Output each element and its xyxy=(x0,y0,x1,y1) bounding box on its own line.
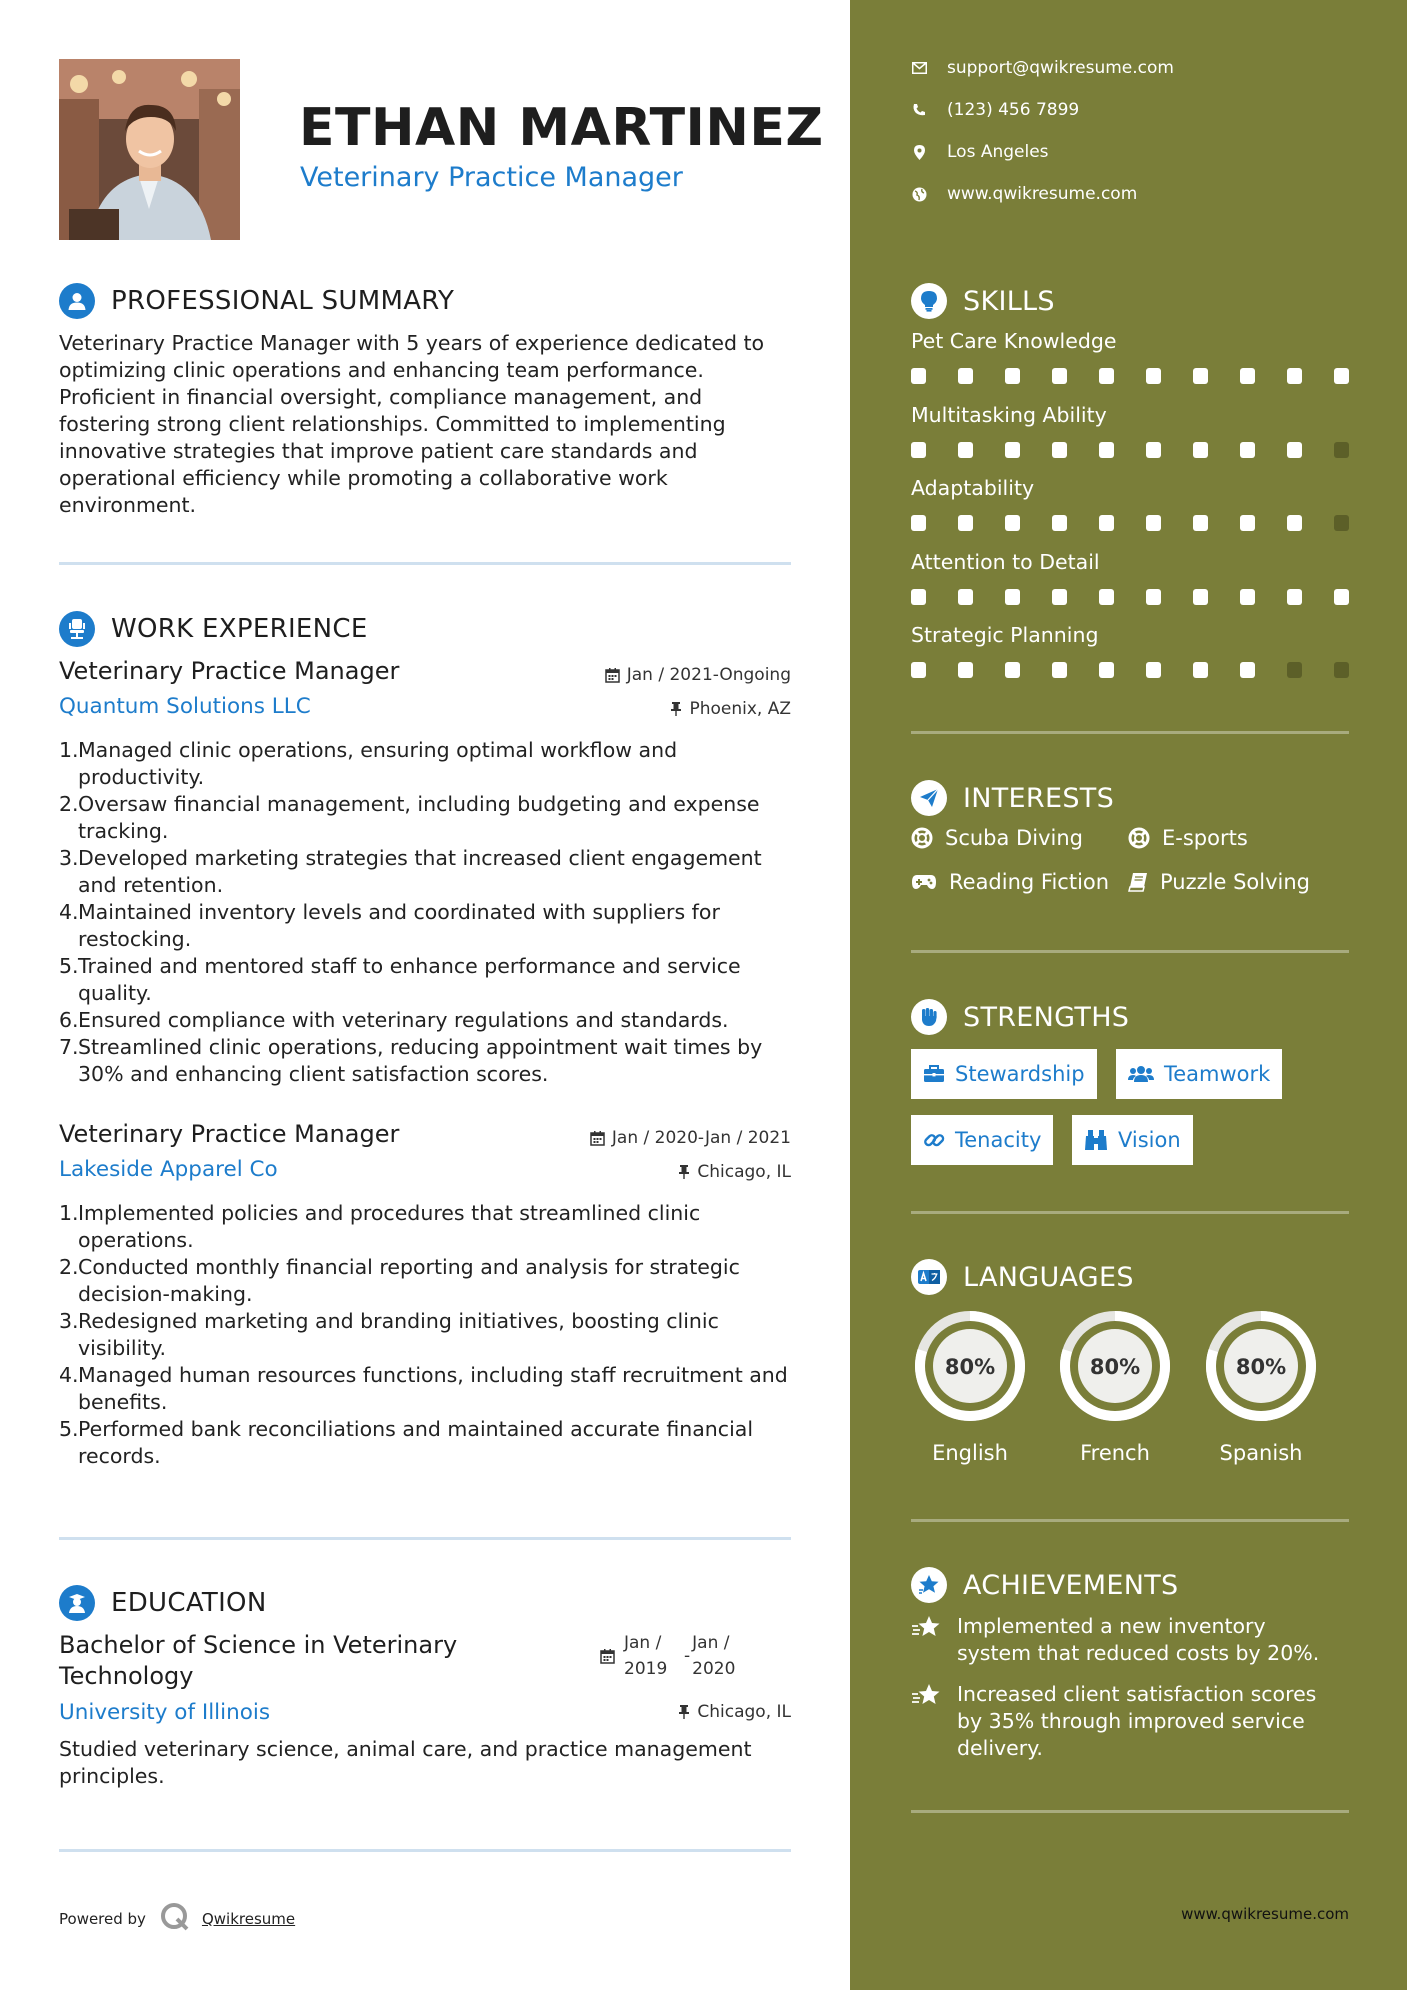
job-location-text: Chicago, IL xyxy=(697,1162,791,1182)
job-company: Lakeside Apparel Co xyxy=(59,1157,278,1182)
briefcase-icon xyxy=(923,1065,945,1083)
skills-title: SKILLS xyxy=(963,285,1055,317)
list-item: 5. Performed bank reconciliations and maintained accurate financial records. xyxy=(59,1417,754,1468)
end-date-line: Jan / xyxy=(692,1633,730,1653)
powered-by xyxy=(59,1902,295,1936)
skill-rating xyxy=(911,515,1349,531)
lightbulb-icon xyxy=(911,283,947,319)
contact-location-text: Los Angeles xyxy=(947,142,1049,162)
skill-rating xyxy=(911,368,1349,384)
rating-dot-filled xyxy=(1240,515,1255,531)
list-item: 3. Redesigned marketing and branding initiatives, boosting clinic visibility. xyxy=(59,1309,719,1360)
rating-dot-filled xyxy=(1240,589,1255,605)
interest-item xyxy=(911,826,1083,850)
start-date-line: Jan / xyxy=(624,1633,662,1653)
rating-dot-filled xyxy=(1146,589,1161,605)
graduate-icon xyxy=(59,1585,95,1621)
rating-dot-empty xyxy=(1334,442,1349,458)
rating-dot-filled xyxy=(1099,589,1114,605)
skill-rating xyxy=(911,662,1349,678)
star-icon xyxy=(911,1613,941,1667)
language-gauges xyxy=(906,1304,1326,1434)
strength-label: Stewardship xyxy=(955,1062,1085,1086)
pin-icon xyxy=(670,701,682,717)
pin-icon xyxy=(678,1704,690,1720)
experience-title: WORK EXPERIENCE xyxy=(111,614,368,644)
strength-chip xyxy=(1072,1115,1193,1165)
rating-dot-filled xyxy=(1334,589,1349,605)
rating-dot-filled xyxy=(958,662,973,678)
paper-plane-icon xyxy=(911,780,947,816)
job-location xyxy=(678,1162,791,1182)
interest-label: Scuba Diving xyxy=(945,826,1083,850)
interest-item xyxy=(1128,870,1310,894)
language-name: Spanish xyxy=(1219,1441,1303,1465)
skill-name: Attention to Detail xyxy=(911,549,1100,574)
rating-dot-filled xyxy=(1240,442,1255,458)
list-item: 3. Developed marketing strategies that increased client engagement and retention. xyxy=(59,846,762,897)
rating-dot-filled xyxy=(911,662,926,678)
user-icon xyxy=(59,283,95,319)
rating-dot-filled xyxy=(1146,662,1161,678)
language-percent: 80% xyxy=(944,1355,996,1379)
rating-dot-filled xyxy=(1146,515,1161,531)
rating-dot-filled xyxy=(1240,368,1255,384)
strength-chip xyxy=(911,1049,1097,1099)
achievements-title: ACHIEVEMENTS xyxy=(963,1569,1179,1601)
chair-icon xyxy=(59,611,95,647)
skill-name: Strategic Planning xyxy=(911,623,1099,647)
achievement-text: Implemented a new inventory system that reduced costs by 20%. xyxy=(957,1614,1320,1665)
strengths-title: STRENGTHS xyxy=(963,1001,1130,1033)
job-dates-text: Jan / 2021-Ongoing xyxy=(626,665,791,685)
rating-dot-filled xyxy=(1005,589,1020,605)
job-dates xyxy=(590,1128,791,1148)
job-location xyxy=(670,699,791,719)
link-icon xyxy=(923,1129,945,1151)
job-dates-text: Jan / 2020-Jan / 2021 xyxy=(611,1128,791,1148)
list-item: 4. Maintained inventory levels and coordinated with suppliers for restocking. xyxy=(59,900,720,951)
envelope-icon xyxy=(911,62,927,74)
gamepad-icon xyxy=(911,873,937,891)
rating-dot-filled xyxy=(1099,442,1114,458)
section-divider xyxy=(911,1810,1349,1813)
lifebuoy-icon xyxy=(911,827,933,849)
job-bullets xyxy=(59,737,794,1088)
rating-dot-filled xyxy=(1052,662,1067,678)
contact-email-text: support@qwikresume.com xyxy=(947,58,1174,78)
language-percent: 80% xyxy=(1089,1355,1141,1379)
summary-title: PROFESSIONAL SUMMARY xyxy=(111,286,455,316)
star-badge-icon xyxy=(911,1567,947,1603)
skill-name: Pet Care Knowledge xyxy=(911,329,1117,353)
list-item: 2. Oversaw financial management, including budgeting and expense tracking. xyxy=(59,792,760,843)
strength-label: Teamwork xyxy=(1164,1062,1271,1086)
date-dash: - xyxy=(684,1646,691,1666)
qwikresume-logo-icon xyxy=(160,1902,190,1936)
achievement-item xyxy=(911,1681,1341,1762)
rating-dot-filled xyxy=(1193,442,1208,458)
skill-rating xyxy=(911,589,1349,605)
interest-label: E-sports xyxy=(1162,826,1248,850)
language-gauge xyxy=(1206,1311,1316,1421)
job-title: Veterinary Practice Manager xyxy=(59,657,400,685)
rating-dot-empty xyxy=(1334,515,1349,531)
rating-dot-filled xyxy=(1099,368,1114,384)
rating-dot-filled xyxy=(1005,662,1020,678)
phone-icon xyxy=(911,103,927,117)
list-item: 5. Trained and mentored staff to enhance performance and service quality. xyxy=(59,954,741,1005)
strength-chip xyxy=(1116,1049,1282,1099)
contact-email[interactable] xyxy=(911,58,1174,78)
rating-dot-filled xyxy=(1099,662,1114,678)
rating-dot-filled xyxy=(1146,442,1161,458)
rating-dot-filled xyxy=(1146,368,1161,384)
users-icon xyxy=(1128,1065,1154,1083)
degree-line: Bachelor of Science in Veterinary xyxy=(59,1631,458,1659)
list-item: 1. Implemented policies and procedures that streamlined clinic operations. xyxy=(59,1201,701,1252)
end-date-line: 2020 xyxy=(692,1659,736,1679)
contact-phone[interactable] xyxy=(911,100,1079,120)
rating-dot-filled xyxy=(1052,368,1067,384)
skill-name: Multitasking Ability xyxy=(911,402,1107,427)
powered-by-label: Powered by xyxy=(59,1910,146,1928)
list-item: 2. Conducted monthly financial reporting and analysis for strategic decision-making. xyxy=(59,1255,740,1306)
rating-dot-filled xyxy=(911,589,926,605)
list-item: 7. Streamlined clinic operations, reducing appointment wait times by 30% and enhancing client satisfaction scores. xyxy=(59,1035,763,1086)
section-divider xyxy=(911,1211,1349,1214)
interests-heading xyxy=(911,780,1114,816)
pin-icon xyxy=(678,1164,690,1180)
interests-title: INTERESTS xyxy=(963,782,1115,814)
summary-heading xyxy=(59,283,454,319)
calendar-icon xyxy=(605,667,620,683)
rating-dot-filled xyxy=(1193,515,1208,531)
fist-icon xyxy=(911,999,947,1035)
contact-phone-text: (123) 456 7899 xyxy=(947,100,1080,120)
skill-rating xyxy=(911,442,1349,458)
rating-dot-filled xyxy=(958,442,973,458)
globe-icon xyxy=(911,187,927,202)
qwikresume-link[interactable]: Qwikresume xyxy=(201,1910,296,1928)
rating-dot-empty xyxy=(1287,662,1302,678)
language-percent: 80% xyxy=(1235,1355,1287,1379)
candidate-name: ETHAN MARTINEZ xyxy=(299,98,824,158)
rating-dot-filled xyxy=(1099,515,1114,531)
book-icon xyxy=(1128,872,1148,892)
achievement-item xyxy=(911,1613,1341,1667)
profile-photo xyxy=(59,59,240,240)
rating-dot-filled xyxy=(1052,589,1067,605)
rating-dot-empty xyxy=(1334,662,1349,678)
section-divider xyxy=(59,1849,791,1852)
languages-title: LANGUAGES xyxy=(963,1261,1134,1293)
job-dates xyxy=(605,665,791,685)
rating-dot-filled xyxy=(911,368,926,384)
strengths-heading xyxy=(911,999,1129,1035)
contact-location xyxy=(911,142,1049,162)
rating-dot-filled xyxy=(1287,442,1302,458)
rating-dot-filled xyxy=(1005,442,1020,458)
translate-icon xyxy=(911,1259,947,1295)
interest-label: Puzzle Solving xyxy=(1160,870,1310,894)
list-item: 1. Managed clinic operations, ensuring optimal workflow and productivity. xyxy=(59,738,678,789)
strength-chip xyxy=(911,1115,1053,1165)
strength-label: Vision xyxy=(1118,1128,1181,1152)
calendar-icon xyxy=(600,1648,615,1664)
language-gauge xyxy=(915,1311,1025,1421)
section-divider xyxy=(59,1537,791,1540)
rating-dot-filled xyxy=(1193,368,1208,384)
job-bullets xyxy=(59,1200,794,1470)
contact-website-text: www.qwikresume.com xyxy=(947,184,1138,204)
star-icon xyxy=(911,1681,941,1762)
rating-dot-filled xyxy=(911,515,926,531)
rating-dot-filled xyxy=(1052,515,1067,531)
list-item: 4. Managed human resources functions, including staff recruitment and benefits. xyxy=(59,1363,788,1414)
list-item: 6. Ensured compliance with veterinary regulations and standards. xyxy=(59,1008,729,1032)
degree-title xyxy=(59,1630,457,1692)
rating-dot-filled xyxy=(1287,515,1302,531)
rating-dot-filled xyxy=(1052,442,1067,458)
section-divider xyxy=(911,731,1349,734)
candidate-role: Veterinary Practice Manager xyxy=(300,162,683,193)
job-company: Quantum Solutions LLC xyxy=(59,694,311,719)
education-heading xyxy=(59,1585,267,1621)
summary-text: Veterinary Practice Manager with 5 years of experience dedicated to optimizing clinic operations and enhancing team performance. Proficient in financial oversight, compliance management, and fostering strong client relationships. Committed to implementing innovative strategies that improve patient care standards and operational efficiency while promoting a collaborative work environment. xyxy=(59,331,765,517)
degree-line: Technology xyxy=(59,1662,194,1690)
rating-dot-filled xyxy=(1287,368,1302,384)
rating-dot-filled xyxy=(958,589,973,605)
contact-website[interactable] xyxy=(911,184,1137,204)
job-title: Veterinary Practice Manager xyxy=(59,1120,400,1148)
rating-dot-filled xyxy=(911,442,926,458)
rating-dot-filled xyxy=(1005,515,1020,531)
location-pin-icon xyxy=(911,145,927,160)
achievement-text: Increased client satisfaction scores by 35% through improved service delivery. xyxy=(957,1682,1317,1760)
skills-heading xyxy=(911,283,1055,319)
skill-name: Adaptability xyxy=(911,476,1035,500)
language-name: French xyxy=(1080,1441,1150,1465)
rating-dot-filled xyxy=(1005,368,1020,384)
education-location-text: Chicago, IL xyxy=(697,1702,791,1722)
languages-heading xyxy=(911,1259,1134,1295)
rating-dot-filled xyxy=(1287,589,1302,605)
footer-website[interactable]: www.qwikresume.com xyxy=(1181,1905,1349,1923)
section-divider xyxy=(911,1519,1349,1522)
rating-dot-filled xyxy=(1193,662,1208,678)
interest-item xyxy=(1128,826,1248,850)
interest-item xyxy=(911,870,1109,894)
rating-dot-filled xyxy=(958,368,973,384)
start-date-line: 2019 xyxy=(624,1659,668,1679)
binoculars-icon xyxy=(1084,1129,1108,1151)
education-title: EDUCATION xyxy=(111,1588,267,1618)
education-dates xyxy=(600,1630,735,1682)
achievements-heading xyxy=(911,1567,1179,1603)
education-description: Studied veterinary science, animal care, and practice management principles. xyxy=(59,1737,752,1788)
school-name: University of Illinois xyxy=(59,1700,271,1725)
section-divider xyxy=(59,562,791,565)
interest-label: Reading Fiction xyxy=(949,870,1110,894)
language-gauge xyxy=(1060,1311,1170,1421)
rating-dot-filled xyxy=(958,515,973,531)
strength-label: Tenacity xyxy=(955,1128,1042,1152)
section-divider xyxy=(911,950,1349,953)
rating-dot-filled xyxy=(1240,662,1255,678)
language-name: English xyxy=(932,1441,1008,1465)
rating-dot-filled xyxy=(1193,589,1208,605)
experience-heading xyxy=(59,611,368,647)
job-location-text: Phoenix, AZ xyxy=(689,699,791,719)
rating-dot-filled xyxy=(1334,368,1349,384)
calendar-icon xyxy=(590,1130,605,1146)
lifebuoy-icon xyxy=(1128,827,1150,849)
education-location xyxy=(678,1702,791,1722)
